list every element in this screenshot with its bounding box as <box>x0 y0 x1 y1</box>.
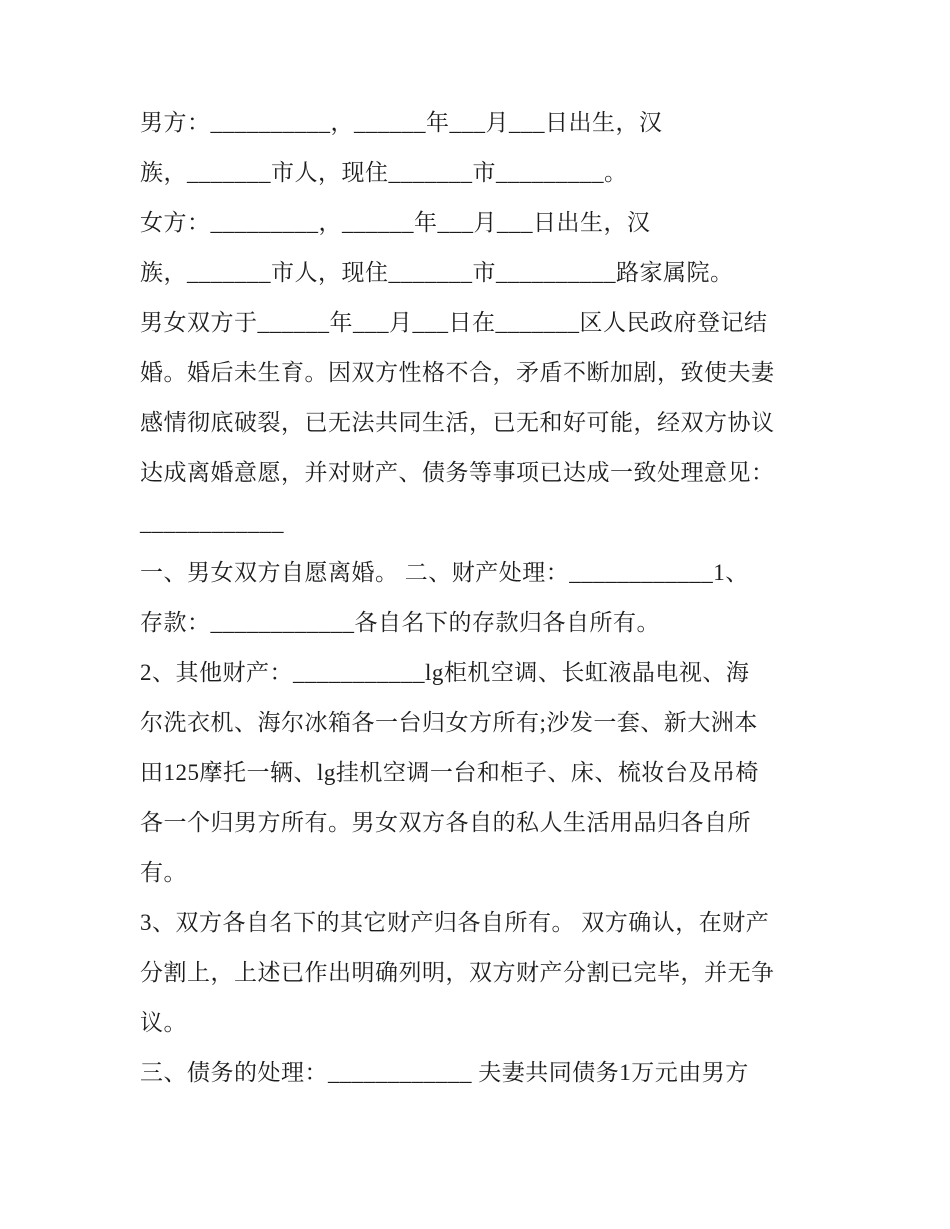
document-text-body <box>140 98 830 1098</box>
document-line: 族，_______市人，现住_______市_________。 <box>140 160 628 185</box>
document-line: 女方：_________，______年___月___日出生，汉 <box>140 210 651 235</box>
document-line: 3、双方各自名下的其它财产归各自所有。 双方确认，在财产 <box>140 910 770 935</box>
document-line: 婚。婚后未生育。因双方性格不合，矛盾不断加剧，致使夫妻 <box>140 360 775 385</box>
document-line: 感情彻底破裂，已无法共同生活，已无和好可能，经双方协议 <box>140 410 775 435</box>
document-line: 分割上，上述已作出明确列明，双方财产分割已完毕，并无争 <box>140 960 775 985</box>
document-line: 各一个归男方所有。男女双方各自的私人生活用品归各自所 <box>140 810 751 835</box>
document-line: 议。 <box>140 1010 187 1035</box>
document-line: ____________ <box>140 510 284 535</box>
document-line: 2、其他财产：___________lg柜机空调、长虹液晶电视、海 <box>140 660 750 685</box>
document-line: 一、男女双方自愿离婚。 二、财产处理：____________1、 <box>140 560 749 585</box>
document-line: 尔洗衣机、海尔冰箱各一台归女方所有;沙发一套、新大洲本 <box>140 710 758 735</box>
document-line: 男方：__________，______年___月___日出生，汉 <box>140 110 663 135</box>
document-line: 三、债务的处理：____________ 夫妻共同债务1万元由男方 <box>140 1060 749 1085</box>
document-line: 田125摩托一辆、lg挂机空调一台和柜子、床、梳妆台及吊椅 <box>140 760 759 785</box>
document-line: 族，_______市人，现住_______市__________路家属院。 <box>140 260 734 285</box>
document-line: 达成离婚意愿，并对财产、债务等事项已达成一致处理意见： <box>140 460 775 485</box>
document-line: 男女双方于______年___月___日在_______区人民政府登记结 <box>140 310 768 335</box>
document-line: 有。 <box>140 860 187 885</box>
document-line: 存款：____________各自名下的存款归各自所有。 <box>140 610 660 635</box>
